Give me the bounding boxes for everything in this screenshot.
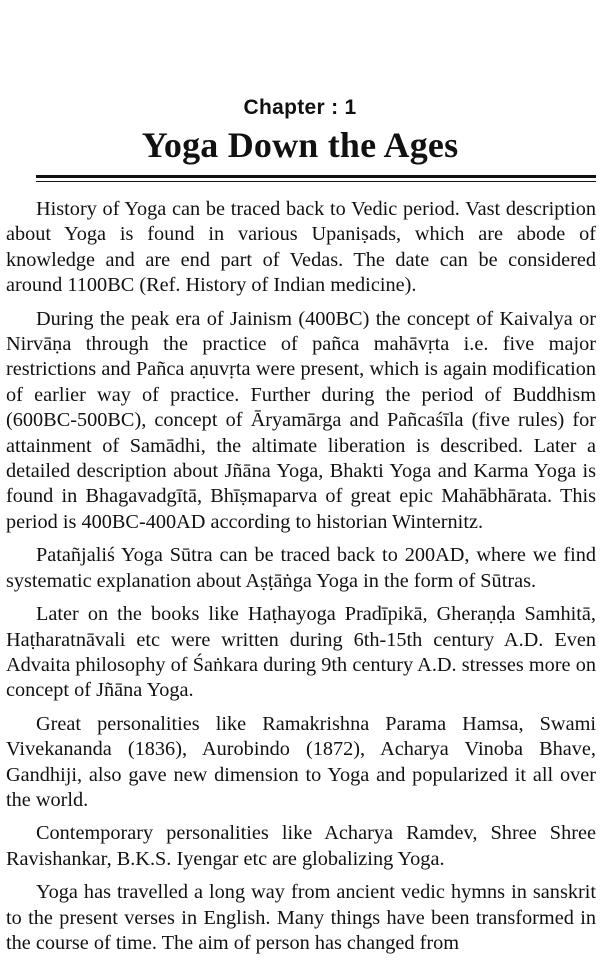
chapter-number: Chapter : 1	[243, 96, 357, 119]
paragraph-vedic-history: History of Yoga can be traced back to Vedic period. Vast description about Yoga is found in various Upaniṣads, which are abode of knowledge and are end part of Vedas. The date can be considered around 1100BC (Ref. History of Indian medicine).	[6, 198, 596, 297]
paragraph-great-personalities: Great personalities like Ramakrishna Parama Hamsa, Swami Vivekananda (1836), Aurobindo (1872), Acharya Vinoba Bhave, Gandhiji, also gave new dimension to Yoga and popularized it all over the world.	[6, 712, 596, 811]
paragraph-contemporary: Contemporary personalities like Acharya Ramdev, Shree Shree Ravishankar, B.K.S. Iyengar etc are globalizing Yoga.	[6, 822, 596, 870]
title-rule-thin	[36, 181, 596, 182]
title-rule-thick	[36, 175, 596, 178]
paragraph-patanjali: Patañjaliś Yoga Sūtra can be traced back to 200AD, where we find systematic explanation about Aṣṭāṅga Yoga in the form of Sūtras.	[6, 544, 596, 592]
chapter-title: Yoga Down the Ages	[141, 125, 459, 165]
chapter-body	[6, 197, 596, 964]
paragraph-jainism-buddhism: During the peak era of Jainism (400BC) the concept of Kaivalya or Nirvāṇa through the practice of pañca mahāvṛta i.e. five major restrictions and Pañca aṇuvṛta were present, which is again modification of earlier way of practice. Further during the period of Buddhism (600BC-500BC), concept of Āryamārga and Pañcaśīla (five rules) for attainment of Samādhi, the altimate liberation is described. Later a detailed description about Jñāna Yoga, Bhakti Yoga and Karma Yoga is found in Bhagavadgītā, Bhīṣmaparva of great epic Mahābhārata. This period is 400BC-400AD according to historian Winternitz.	[6, 307, 596, 533]
paragraph-hathayoga-books: Later on the books like Haṭhayoga Pradīpikā, Gheraṇḍa Samhitā, Haṭharatnāvali etc were written during 6th-15th century A.D. Even Advaita philosophy of Śaṅkara during 9th century A.D. stresses more on concept of Jñāna Yoga.	[6, 603, 596, 702]
paragraph-yoga-travelled: Yoga has travelled a long way from ancient vedic hymns in sanskrit to the present verses in English. Many things have been transformed in the course of time. The aim of person has changed from	[6, 881, 596, 954]
